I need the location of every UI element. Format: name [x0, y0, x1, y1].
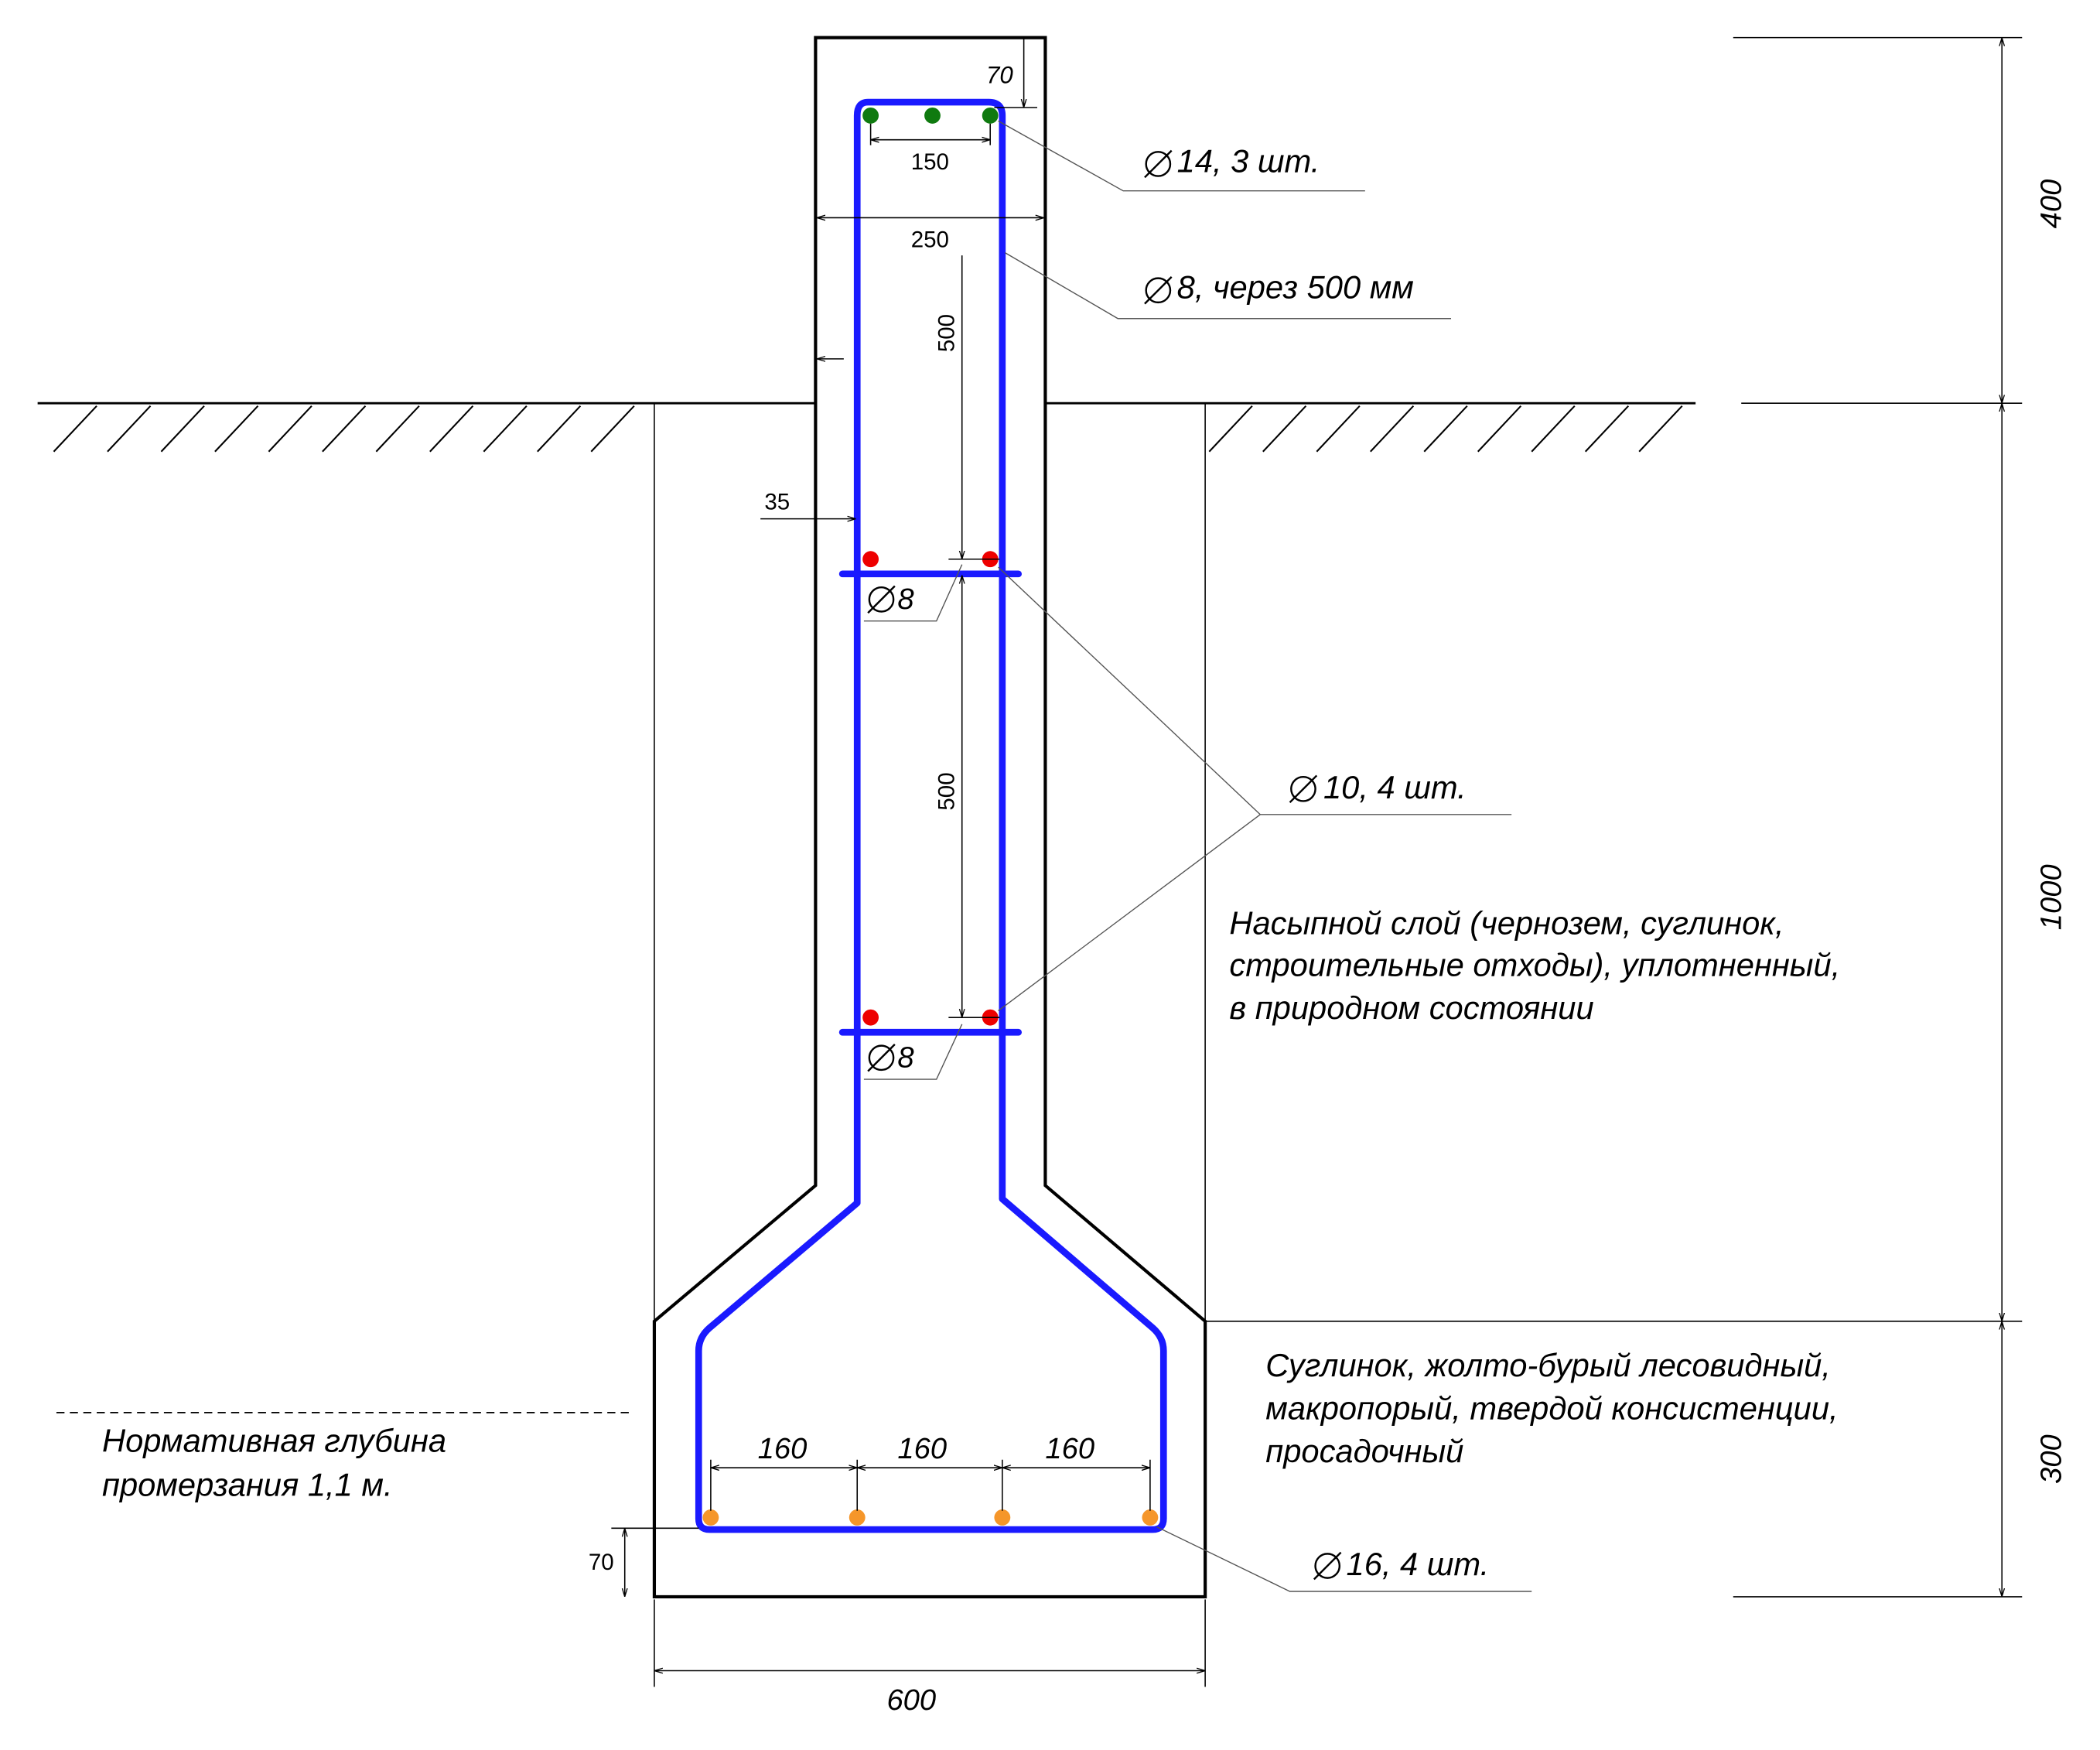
dim-base-width: [654, 1599, 1205, 1716]
ground-surface: [38, 403, 1696, 452]
dim-bottom-cover: [589, 1528, 698, 1597]
dim-step-lower-text: 500: [934, 772, 960, 811]
dim-side-cover-text: 35: [764, 489, 790, 515]
bar-dot: [862, 108, 879, 124]
main-rebar-loop: [698, 102, 1163, 1530]
callout-bottom-bars: [1157, 1527, 1532, 1591]
dim-height-fill-text: 1000: [2034, 864, 2068, 931]
dim-base-width-text: 600: [886, 1683, 937, 1717]
soil-loam-line: макропорый, твердой консистенции,: [1265, 1389, 1839, 1427]
dim-top-cover-text: 70: [985, 61, 1013, 89]
bar-dot: [849, 1509, 866, 1526]
dim-step-upper-text: 500: [934, 313, 960, 353]
dim-top-spacing: [871, 124, 991, 175]
callout-top-bars-text: 14, 3 шт.: [1176, 142, 1320, 179]
soil-loam-line: просадочный: [1265, 1433, 1464, 1470]
trench-walls: [654, 403, 1205, 1321]
soil-fill-layer-label: [1229, 904, 1840, 1025]
soil-loam-line: Суглинок, жолто-бурый лесовидный,: [1265, 1347, 1831, 1384]
callout-tie-lower-text: 8: [897, 1041, 914, 1075]
callout-stirrups-text: 8, через 500 мм: [1176, 268, 1414, 306]
dim-base-spacing-text: 160: [1045, 1431, 1095, 1466]
dim-top-cover: [986, 38, 1037, 108]
dim-height-above-text: 400: [2034, 179, 2068, 229]
dim-base-spacing-text: 160: [757, 1431, 808, 1466]
dim-column-width-text: 250: [910, 227, 949, 253]
top-bars: [862, 108, 998, 124]
callout-stirrups: [1005, 253, 1451, 319]
ground-hatching: [53, 406, 1682, 452]
bar-dot: [1142, 1509, 1158, 1526]
bottom-bars: [702, 1509, 1158, 1526]
soil-fill-line: строительные отходы), уплотненный,: [1229, 946, 1841, 983]
callout-mid-bars-text: 10, 4 шт.: [1323, 768, 1467, 805]
bar-dot: [702, 1509, 719, 1526]
dim-side-cover: [760, 359, 855, 519]
bar-dot: [862, 551, 879, 567]
bar-dot: [994, 1509, 1010, 1526]
concrete-outline: [654, 38, 1205, 1597]
dim-bottom-cover-text: 70: [588, 1550, 614, 1576]
bar-dot: [862, 1010, 879, 1026]
dim-column-width: [817, 217, 1044, 252]
callout-tie-upper-text: 8: [897, 583, 914, 617]
dim-base-spacing-text: 160: [897, 1431, 948, 1466]
callout-bottom-bars-text: 16, 4 шт.: [1346, 1546, 1490, 1583]
callout-mid-bars: [999, 567, 1512, 1010]
bar-dot: [982, 108, 999, 124]
soil-fill-line: в природном состоянии: [1229, 989, 1594, 1026]
dim-step-upper: [934, 255, 999, 559]
dim-height-base-text: 300: [2034, 1434, 2068, 1485]
frost-depth: [56, 1413, 629, 1503]
mid-bars: [862, 551, 998, 1025]
dim-top-spacing-text: 150: [910, 149, 949, 175]
bar-dot: [924, 108, 941, 124]
dim-base-spacing: [711, 1432, 1150, 1511]
rebar-cage: [698, 102, 1163, 1530]
soil-fill-line: Насыпной слой (чернозем, суглинок,: [1229, 904, 1784, 942]
soil-loam-layer-label: [1265, 1347, 1838, 1469]
dim-step-lower: [934, 576, 999, 1018]
frost-depth-line-1: Нормативная глубина: [102, 1422, 447, 1459]
frost-depth-line-2: промерзания 1,1 м.: [102, 1466, 393, 1503]
callout-top-bars: [999, 121, 1365, 190]
